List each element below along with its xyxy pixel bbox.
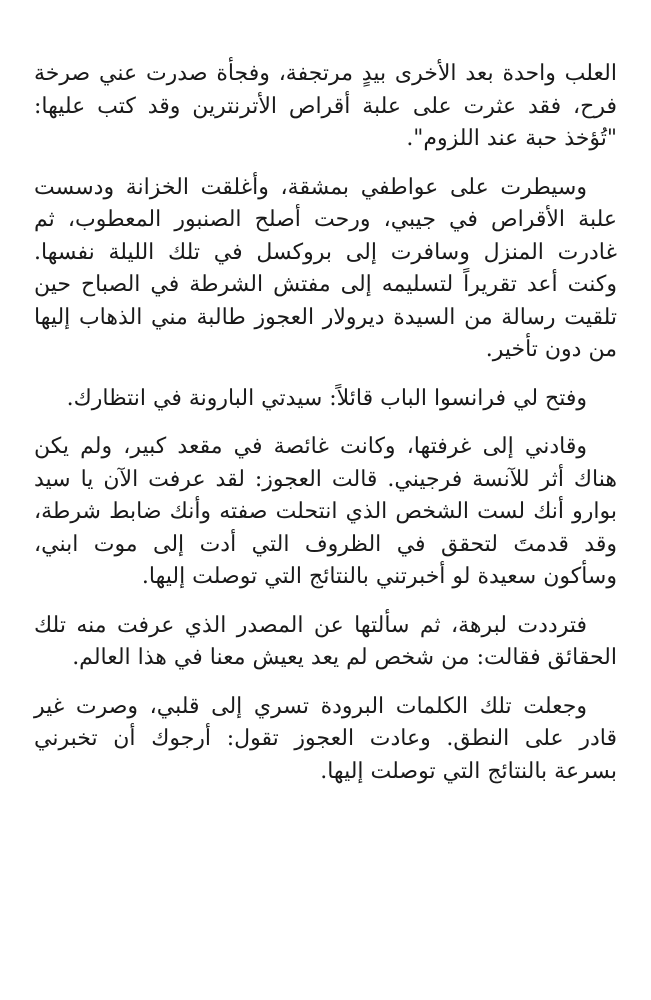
paragraph-2: وسيطرت على عواطفي بمشقة، وأغلقت الخزانة ودسست علبة الأقراص في جيبي، ورحت أصلح الصنبور المعطوب، ثم غادرت المنزل وسافرت إلى بروكسل في تلك الليلة نفسها. وكنت أعد تقريراً لتسليمه إلى مفتش الشرطة في الصباح حين تلقيت رسالة من السيدة ديرولار العجوز طالبة مني الذهاب إليها من دون تأخير. <box>34 174 617 362</box>
paragraph-4: وقادني إلى غرفتها، وكانت غائصة في مقعد كبير، ولم يكن هناك أثر للآنسة فرجيني. قالت العجوز: لقد عرفت الآن يا سيد بوارو أنك لست الشخص الذي انتحلت صفته وأنك ضابط شرطة، وقد قدمتَ لتحقق في الظروف التي أدت إلى موت ابني، وسأكون سعيدة لو أخبرتني بالنتائج التي توصلت إليها. <box>34 434 617 589</box>
paragraph-6: وجعلت تلك الكلمات البرودة تسري إلى قلبي، وصرت غير قادر على النطق. وعادت العجوز تقول: أرجوك أن تخبرني بسرعة بالنتائج التي توصلت إليها. <box>34 693 617 784</box>
paragraph-3: وفتح لي فرانسوا الباب قائلاً: سيدتي البارونة في انتظارك. <box>66 385 587 411</box>
paragraph-1: العلب واحدة بعد الأخرى بيدٍ مرتجفة، وفجأة صدرت عني صرخة فرح، فقد عثرت على علبة أقراص الأترنترين وقد كتب عليها: "تُؤخذ حبة عند اللزوم". <box>34 61 617 151</box>
paragraph-5: فترددت لبرهة، ثم سألتها عن المصدر الذي عرفت منه تلك الحقائق فقالت: من شخص لم يعد يعيش معنا في هذا العالم. <box>34 612 617 670</box>
